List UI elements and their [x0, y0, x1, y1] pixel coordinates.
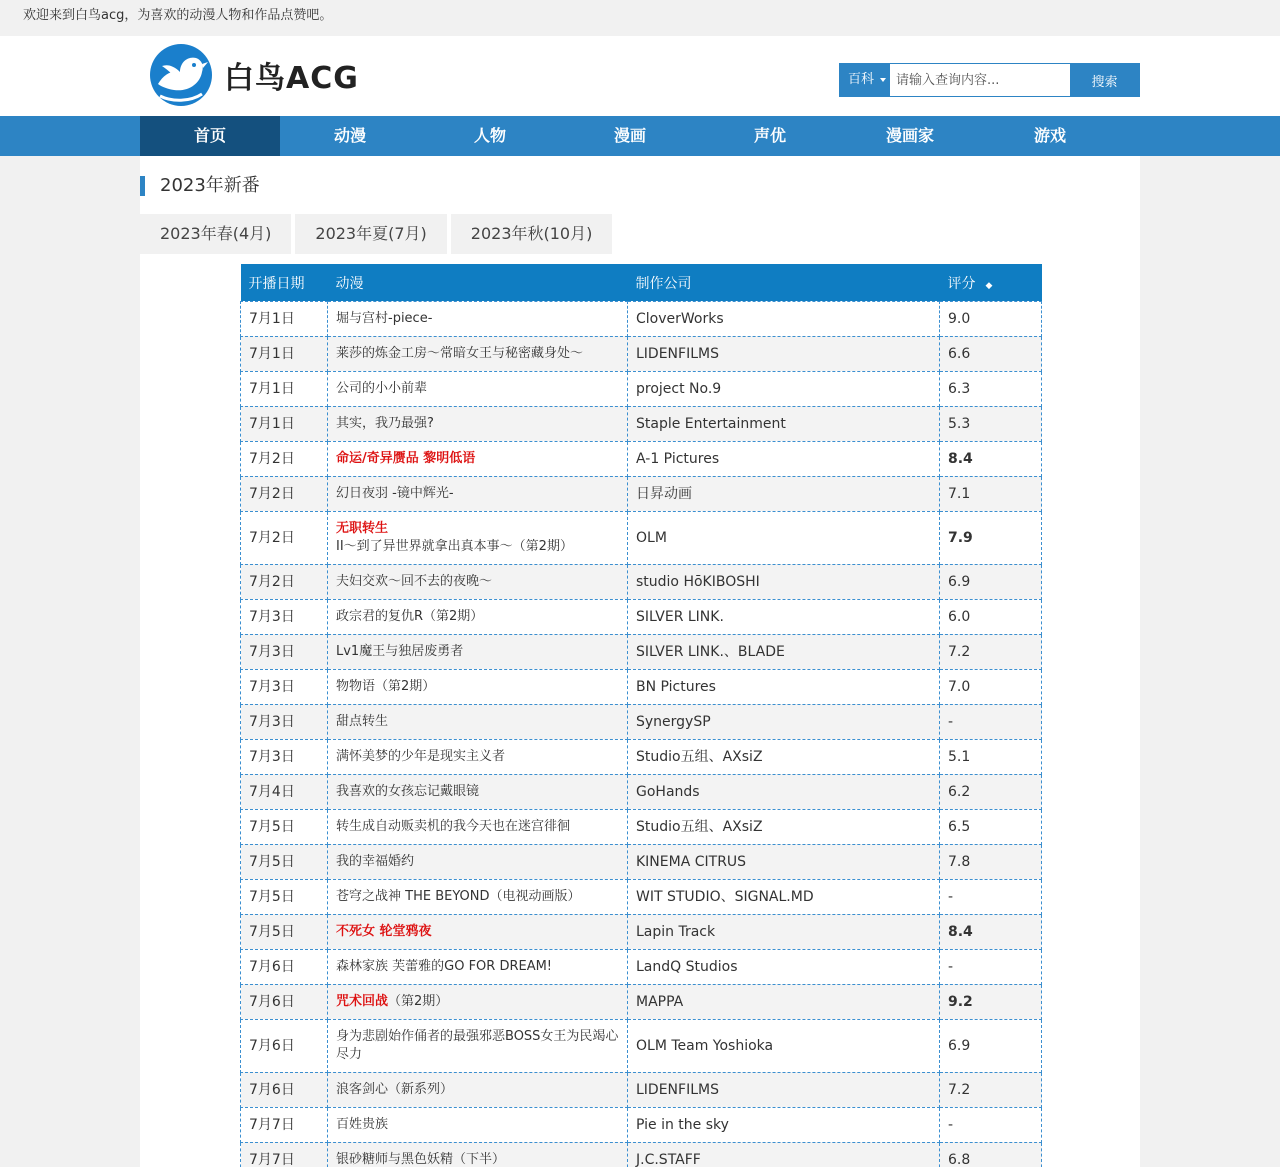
bird-logo-icon — [150, 44, 212, 106]
nav-item-home[interactable]: 首页 — [140, 116, 280, 156]
cell-score: 7.0 — [940, 669, 1042, 704]
cell-date: 7月2日 — [241, 511, 328, 564]
cell-studio: 日昇动画 — [628, 476, 940, 511]
cell-anime[interactable] — [328, 844, 628, 879]
anime-title[interactable]: 我的幸福婚约 — [336, 853, 415, 869]
cell-studio: Studio五组、AXsiZ — [628, 809, 940, 844]
table-header-row — [241, 265, 1042, 301]
cell-score: 9.0 — [940, 301, 1042, 336]
table-row — [241, 704, 1042, 739]
cell-date: 7月6日 — [241, 984, 328, 1019]
table-row — [241, 511, 1042, 564]
cell-score: 9.2 — [940, 984, 1042, 1019]
table-row — [241, 669, 1042, 704]
cell-anime[interactable] — [328, 984, 628, 1019]
table-row — [241, 1142, 1042, 1167]
anime-title[interactable]: 其实，我乃最强? — [336, 415, 434, 431]
anime-title[interactable]: （第2期） — [388, 993, 449, 1009]
cell-date: 7月1日 — [241, 406, 328, 441]
anime-title[interactable]: 银砂糖师与黑色妖精（下半） — [336, 1151, 506, 1167]
cell-anime[interactable] — [328, 441, 628, 476]
cell-date: 7月2日 — [241, 476, 328, 511]
table-row — [241, 984, 1042, 1019]
cell-studio: LIDENFILMS — [628, 336, 940, 371]
cell-score: 7.8 — [940, 844, 1042, 879]
cell-date: 7月1日 — [241, 371, 328, 406]
search-category-label: 百科 — [848, 72, 875, 87]
cell-score: 6.9 — [940, 564, 1042, 599]
cell-studio: A-1 Pictures — [628, 441, 940, 476]
cell-anime[interactable] — [328, 1072, 628, 1107]
table-row — [241, 809, 1042, 844]
cell-anime[interactable] — [328, 704, 628, 739]
cell-studio: Staple Entertainment — [628, 406, 940, 441]
cell-score: 7.2 — [940, 634, 1042, 669]
anime-title[interactable]: Lv1魔王与独居废勇者 — [336, 643, 464, 659]
cell-date: 7月5日 — [241, 809, 328, 844]
cell-studio: J.C.STAFF — [628, 1142, 940, 1167]
cell-anime[interactable] — [328, 336, 628, 371]
table-row — [241, 301, 1042, 336]
header-anime[interactable]: 动漫 — [328, 265, 628, 301]
anime-title[interactable]: 森林家族 芙蕾雅的GO FOR DREAM! — [336, 958, 553, 974]
main-content — [140, 156, 1140, 1167]
anime-title[interactable]: 浪客剑心（新系列） — [336, 1081, 454, 1097]
season-tabs — [140, 214, 616, 254]
tab-autumn[interactable]: 2023年秋(10月) — [451, 214, 613, 254]
cell-studio: Studio五组、AXsiZ — [628, 739, 940, 774]
cell-score: - — [940, 949, 1042, 984]
cell-date: 7月3日 — [241, 599, 328, 634]
cell-anime[interactable] — [328, 564, 628, 599]
anime-table-wrap — [240, 264, 1041, 1167]
cell-date: 7月3日 — [241, 739, 328, 774]
anime-title[interactable]: 苍穹之战神 THE BEYOND（电视动画版） — [336, 888, 581, 904]
sort-icon[interactable]: ◆ — [985, 281, 993, 292]
table-row — [241, 949, 1042, 984]
main-nav — [0, 116, 1280, 156]
cell-studio: OLM Team Yoshioka — [628, 1019, 940, 1072]
header-score[interactable]: 评分 ◆ — [940, 265, 1042, 301]
cell-anime[interactable] — [328, 634, 628, 669]
cell-anime[interactable] — [328, 511, 628, 564]
cell-date: 7月2日 — [241, 564, 328, 599]
table-row — [241, 1107, 1042, 1142]
cell-score: 5.3 — [940, 406, 1042, 441]
anime-table — [240, 264, 1042, 1167]
anime-title[interactable]: 身为悲剧始作俑者的最强邪恶BOSS女王为民竭心尽力 — [336, 1028, 619, 1062]
table-row — [241, 879, 1042, 914]
cell-anime[interactable] — [328, 949, 628, 984]
table-row — [241, 1072, 1042, 1107]
cell-studio: OLM — [628, 511, 940, 564]
tab-summer[interactable]: 2023年夏(7月) — [295, 214, 446, 254]
anime-title[interactable]: 转生成自动贩卖机的我今天也在迷宫徘徊 — [336, 818, 571, 834]
cell-score: 6.3 — [940, 371, 1042, 406]
cell-date: 7月2日 — [241, 441, 328, 476]
table-row — [241, 914, 1042, 949]
nav-item-characters[interactable]: 人物 — [473, 126, 506, 145]
table-row — [241, 634, 1042, 669]
cell-anime[interactable] — [328, 1142, 628, 1167]
table-row — [241, 564, 1042, 599]
anime-title[interactable]: 我喜欢的女孩忘记戴眼镜 — [336, 783, 480, 799]
cell-date: 7月6日 — [241, 949, 328, 984]
logo-text: 白鸟ACG — [224, 61, 359, 96]
cell-anime[interactable] — [328, 669, 628, 704]
cell-score: - — [940, 704, 1042, 739]
cell-anime[interactable] — [328, 1107, 628, 1142]
cell-studio: studio HōKIBOSHI — [628, 564, 940, 599]
cell-score: 7.2 — [940, 1072, 1042, 1107]
cell-studio: SynergySP — [628, 704, 940, 739]
cell-score: 7.1 — [940, 476, 1042, 511]
cell-score: 8.4 — [940, 441, 1042, 476]
table-row — [241, 774, 1042, 809]
cell-date: 7月1日 — [241, 301, 328, 336]
cell-date: 7月6日 — [241, 1072, 328, 1107]
anime-title[interactable]: 政宗君的复仇R（第2期） — [336, 608, 484, 624]
cell-anime[interactable] — [328, 774, 628, 809]
chevron-down-icon — [880, 78, 886, 82]
cell-studio: WIT STUDIO、SIGNAL.MD — [628, 879, 940, 914]
cell-date: 7月7日 — [241, 1142, 328, 1167]
cell-anime[interactable] — [328, 879, 628, 914]
section-title: 2023年新番 — [140, 176, 260, 196]
table-row — [241, 441, 1042, 476]
cell-date: 7月3日 — [241, 704, 328, 739]
search-input[interactable] — [890, 64, 1070, 96]
nav-item-games[interactable]: 游戏 — [1033, 126, 1066, 145]
cell-date: 7月6日 — [241, 1019, 328, 1072]
anime-title-highlight[interactable]: 咒术回战 — [336, 993, 389, 1009]
cell-studio: CloverWorks — [628, 301, 940, 336]
cell-date: 7月3日 — [241, 634, 328, 669]
cell-studio: KINEMA CITRUS — [628, 844, 940, 879]
anime-title[interactable]: 莱莎的炼金工房～常暗女王与秘密藏身处～ — [336, 345, 584, 361]
cell-score: 5.1 — [940, 739, 1042, 774]
header — [0, 36, 1280, 116]
cell-date: 7月5日 — [241, 844, 328, 879]
cell-score: 6.5 — [940, 809, 1042, 844]
table-row — [241, 844, 1042, 879]
cell-anime[interactable] — [328, 406, 628, 441]
anime-title[interactable]: 物物语（第2期） — [336, 678, 436, 694]
cell-anime[interactable] — [328, 476, 628, 511]
cell-anime[interactable] — [328, 1019, 628, 1072]
cell-date: 7月7日 — [241, 1107, 328, 1142]
nav-item-anime[interactable]: 动漫 — [333, 126, 366, 145]
cell-anime[interactable] — [328, 371, 628, 406]
cell-studio: BN Pictures — [628, 669, 940, 704]
cell-date: 7月5日 — [241, 879, 328, 914]
anime-title[interactable]: 夫妇交欢～回不去的夜晚～ — [336, 573, 493, 589]
site-logo[interactable] — [150, 44, 359, 106]
cell-score: 6.8 — [940, 1142, 1042, 1167]
cell-anime[interactable] — [328, 301, 628, 336]
header-studio[interactable]: 制作公司 — [628, 265, 940, 301]
cell-date: 7月1日 — [241, 336, 328, 371]
anime-title[interactable]: II～到了异世界就拿出真本事～（第2期） — [336, 538, 573, 554]
table-row — [241, 476, 1042, 511]
nav-item-mangaka[interactable]: 漫画家 — [885, 126, 934, 145]
cell-date: 7月3日 — [241, 669, 328, 704]
anime-title[interactable]: 堀与宫村-piece- — [336, 310, 433, 326]
cell-score: 7.9 — [940, 511, 1042, 564]
cell-score: 6.0 — [940, 599, 1042, 634]
cell-date: 7月5日 — [241, 914, 328, 949]
cell-anime[interactable] — [328, 914, 628, 949]
anime-title[interactable]: 满怀美梦的少年是现实主义者 — [336, 748, 506, 764]
cell-score: 6.2 — [940, 774, 1042, 809]
table-body — [241, 301, 1042, 1167]
cell-anime[interactable] — [328, 809, 628, 844]
welcome-text: 欢迎来到白鸟acg，为喜欢的动漫人物和作品点赞吧。 — [23, 8, 333, 23]
anime-title[interactable]: 公司的小小前辈 — [336, 380, 428, 396]
cell-studio: LIDENFILMS — [628, 1072, 940, 1107]
cell-studio: SILVER LINK.、BLADE — [628, 634, 940, 669]
table-row — [241, 739, 1042, 774]
cell-score: - — [940, 879, 1042, 914]
table-row — [241, 336, 1042, 371]
table-row — [241, 599, 1042, 634]
cell-studio: Lapin Track — [628, 914, 940, 949]
search-category-select[interactable] — [840, 64, 890, 96]
cell-score: - — [940, 1107, 1042, 1142]
tab-spring[interactable]: 2023年春(4月) — [140, 214, 291, 254]
cell-studio: GoHands — [628, 774, 940, 809]
cell-score: 6.6 — [940, 336, 1042, 371]
nav-item-manga[interactable]: 漫画 — [613, 126, 646, 145]
anime-title[interactable]: 幻日夜羽 -镜中辉光- — [336, 485, 454, 501]
cell-score: 8.4 — [940, 914, 1042, 949]
nav-item-voice-actors[interactable]: 声优 — [753, 126, 786, 145]
cell-score: 6.9 — [940, 1019, 1042, 1072]
cell-studio: project No.9 — [628, 371, 940, 406]
header-date[interactable]: 开播日期 — [241, 265, 328, 301]
table-row — [241, 1019, 1042, 1072]
cell-studio: SILVER LINK. — [628, 599, 940, 634]
welcome-bar — [0, 0, 1280, 36]
cell-anime[interactable] — [328, 599, 628, 634]
cell-anime[interactable] — [328, 739, 628, 774]
table-row — [241, 371, 1042, 406]
search-button[interactable]: 搜索 — [1070, 64, 1139, 96]
anime-title-highlight[interactable]: 命运/奇异赝品 黎明低语 — [336, 450, 476, 466]
cell-date: 7月4日 — [241, 774, 328, 809]
cell-studio: MAPPA — [628, 984, 940, 1019]
cell-studio: Pie in the sky — [628, 1107, 940, 1142]
anime-title[interactable]: 百姓贵族 — [336, 1116, 389, 1132]
table-row — [241, 406, 1042, 441]
anime-title-highlight[interactable]: 不死女 轮堂鸦夜 — [336, 923, 432, 939]
anime-title[interactable]: 甜点转生 — [336, 713, 389, 729]
search-bar — [839, 63, 1140, 97]
anime-title-highlight[interactable]: 无职转生 — [336, 520, 389, 536]
cell-studio: LandQ Studios — [628, 949, 940, 984]
